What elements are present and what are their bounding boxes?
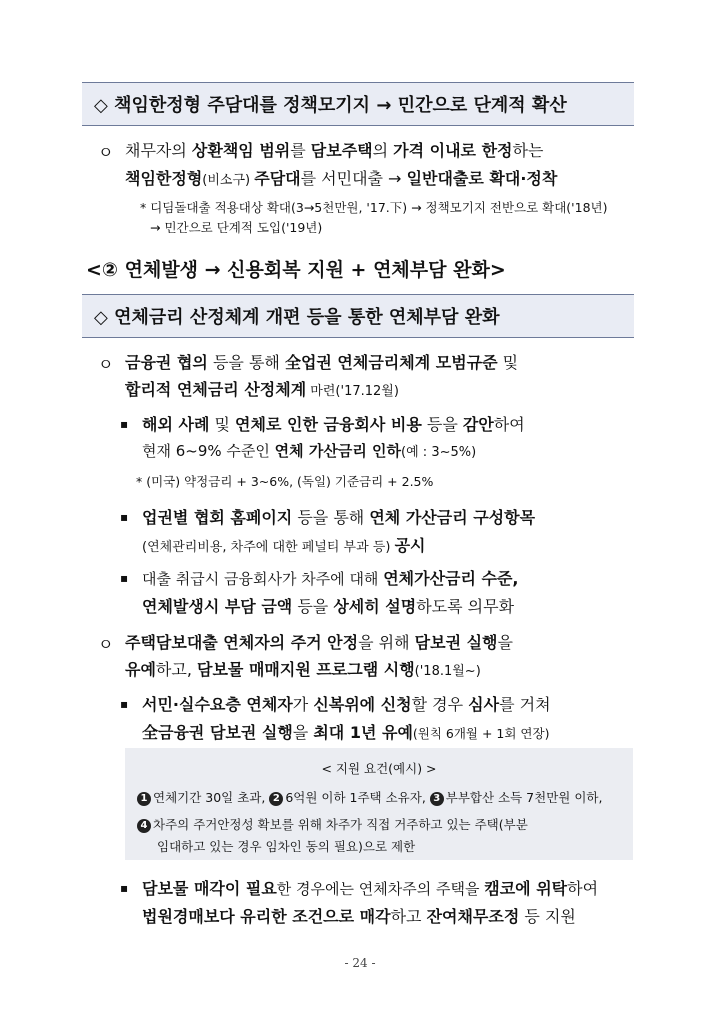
section-heading: ◇ 책임한정형 주담대를 정책모기지 → 민간으로 단계적 확산	[94, 95, 567, 116]
item-line: 서민·실수요층 연체자가 신복위에 신청할 경우 심사를 거쳐	[142, 695, 551, 714]
bullet-square: ▪	[120, 697, 129, 711]
item-line: 해외 사례 및 연체로 인한 금융회사 비용 등을 감안하여	[142, 415, 525, 434]
requirements-line: 1 연체기간 30일 초과, 2 6억원 이하 1주택 소유자, 3 부부합산 소득 7천만원 이하,	[137, 788, 602, 806]
section-title: <② 연체발생 → 신용회복 지원 + 연체부담 완화>	[86, 259, 506, 281]
footnote: * 디딤돌대출 적용대상 확대(3→5천만원, '17.下) → 정책모기지 전반으로 확대('18년)	[140, 200, 608, 215]
page-number: - 24 -	[344, 956, 376, 970]
footnote: → 민간으로 단계적 도입('19년)	[150, 220, 323, 235]
paragraph-line: 유예하고, 담보물 매매지원 프로그램 시행('18.1월~)	[125, 660, 481, 679]
footnote: * (미국) 약정금리 + 3~6%, (독일) 기준금리 + 2.5%	[136, 474, 434, 489]
paragraph-line: 합리적 연체금리 산정체계 마련('17.12월)	[125, 380, 399, 399]
item-line: 담보물 매각이 필요한 경우에는 연체차주의 주택을 캠코에 위탁하여	[142, 879, 599, 898]
item-line: 업권별 협회 홈페이지 등을 통해 연체 가산금리 구성항목	[142, 508, 536, 527]
item-line: (연체관리비용, 차주에 대한 페널티 부과 등) 공시	[142, 536, 426, 555]
section-heading: ◇ 연체금리 산정체계 개편 등을 통한 연체부담 완화	[94, 307, 500, 328]
paragraph-line: 주택담보대출 연체자의 주거 안정을 위해 담보권 실행을	[125, 633, 513, 652]
paragraph-line: 채무자의 상환책임 범위를 담보주택의 가격 이내로 한정하는	[125, 141, 544, 160]
item-line: 법원경매보다 유리한 조건으로 매각하고 잔여채무조정 등 지원	[142, 907, 576, 926]
item-line: 全금융권 담보권 실행을 최대 1년 유예(원칙 6개월 + 1회 연장)	[142, 723, 550, 742]
paragraph-line: 책임한정형(비소구) 주담대를 서민대출 → 일반대출로 확대·정착	[125, 169, 558, 188]
bullet-square: ▪	[120, 571, 129, 585]
section-heading-box	[82, 82, 634, 126]
bullet-square: ▪	[120, 510, 129, 524]
requirements-line: 4 차주의 주거안정성 확보를 위해 차주가 직접 거주하고 있는 주택(부분	[137, 815, 528, 833]
section-heading-box	[82, 294, 634, 338]
requirements-title: < 지원 요건(예시) >	[321, 761, 437, 776]
bullet-circle: ㅇ	[98, 635, 114, 654]
item-line: 현재 6~9% 수준인 연체 가산금리 인하(예 : 3~5%)	[142, 442, 477, 460]
item-line: 대출 취급시 금융회사가 차주에 대해 연체가산금리 수준,	[142, 569, 519, 588]
bullet-square: ▪	[120, 881, 129, 895]
bullet-circle: ㅇ	[98, 355, 114, 374]
requirements-line: 임대하고 있는 경우 임차인 동의 필요)으로 제한	[157, 839, 416, 854]
item-line: 연체발생시 부담 금액 등을 상세히 설명하도록 의무화	[142, 597, 515, 616]
bullet-circle: ㅇ	[98, 143, 114, 162]
bullet-square: ▪	[120, 417, 129, 431]
paragraph-line: 금융권 협의 등을 통해 全업권 연체금리체계 모범규준 및	[125, 353, 519, 372]
requirements-box	[125, 748, 633, 860]
